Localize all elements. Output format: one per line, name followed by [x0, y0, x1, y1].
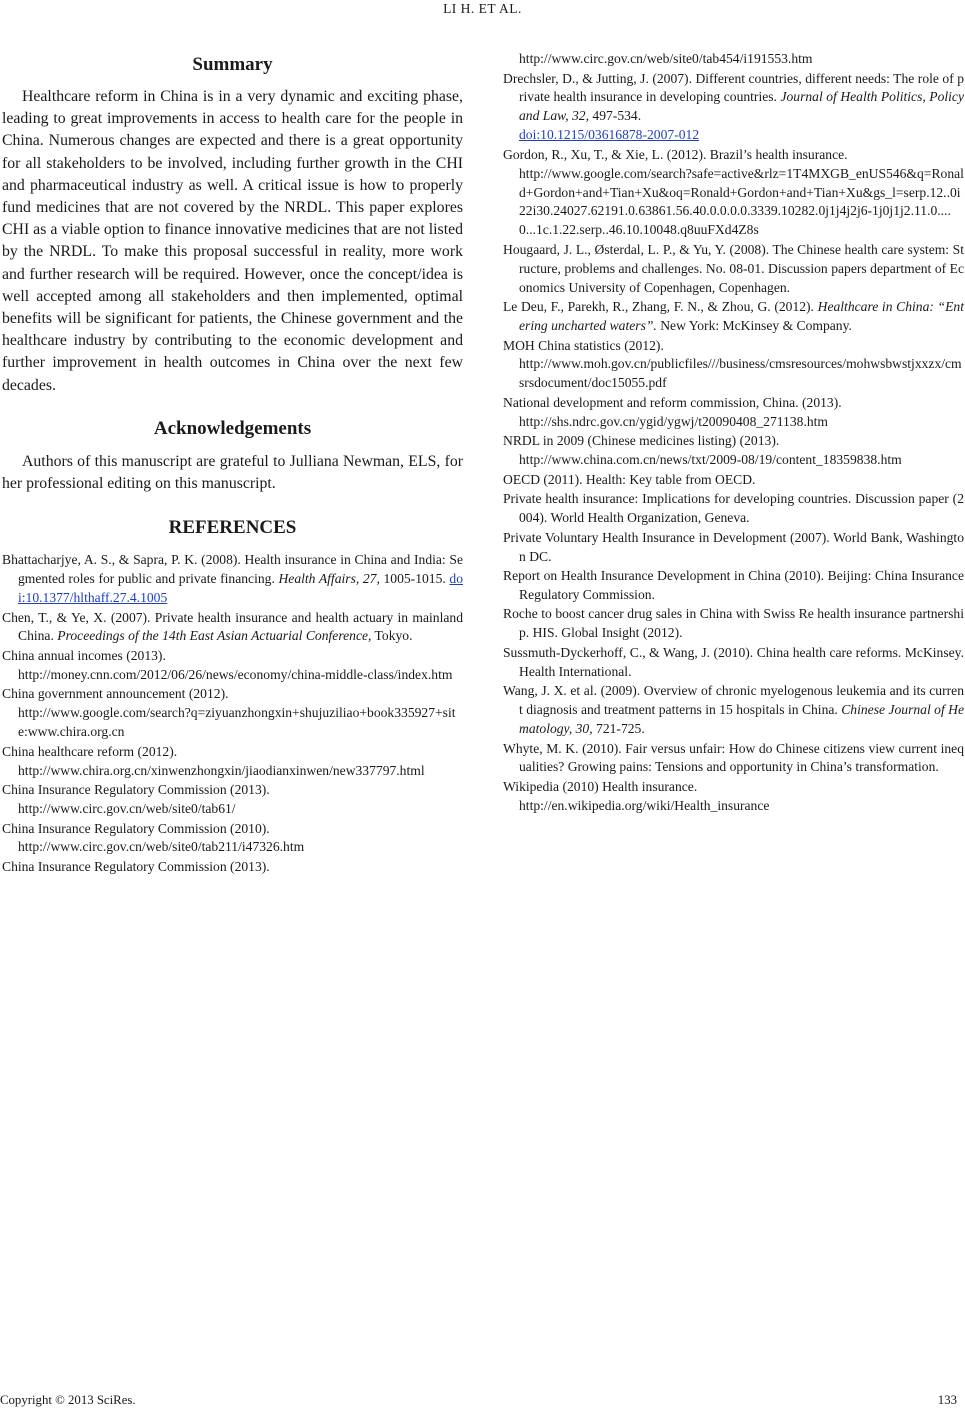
reference-item	[503, 740, 964, 778]
reference-item	[503, 146, 964, 241]
reference-journal: Healthcare in China: “Entering uncharted waters”.	[519, 299, 964, 334]
reference-text: Wang, J. X. et al. (2009). Overview of chronic myelogenous leukemia and its current diagnosis and treatment patterns in 15 hospitals in China.	[503, 683, 964, 718]
reference-item	[503, 70, 964, 146]
reference-text: China annual incomes (2013).	[2, 647, 166, 663]
reference-text: OECD (2011). Health: Key table from OECD.	[503, 471, 756, 487]
reference-item	[2, 743, 463, 781]
reference-pages: Tokyo.	[371, 628, 413, 644]
reference-text: Private health insurance: Implications for developing countries. Discussion paper (2004). World Health Organization, Geneva.	[503, 491, 964, 526]
reference-text: Report on Health Insurance Development in China (2010). Beijing: China Insurance Regulatory Commission.	[503, 568, 964, 602]
reference-item	[2, 647, 463, 685]
reference-journal: Chinese Journal of Hematology, 30,	[519, 702, 964, 737]
acknowledgements-heading: Acknowledgements	[153, 417, 312, 439]
reference-item	[503, 529, 964, 567]
reference-item	[503, 567, 964, 605]
summary-heading: Summary	[192, 54, 273, 75]
reference-url[interactable]: http://www.circ.gov.cn/web/site0/tab211/i47326.htm	[18, 839, 305, 855]
reference-text: China Insurance Regulatory Commission (2010).	[2, 820, 270, 836]
reference-item	[503, 337, 964, 394]
reference-item	[2, 781, 463, 819]
doi-link[interactable]: doi:10.1377/hlthaff.27.4.1005	[18, 571, 464, 606]
reference-text: Drechsler, D., & Jutting, J. (2007). Different countries, different needs: The role of private health insurance in developing countries.	[503, 70, 964, 105]
reference-item	[2, 609, 463, 647]
references-list-left	[2, 551, 463, 877]
reference-pages: 721-725.	[592, 721, 645, 737]
reference-item	[2, 858, 463, 877]
reference-text: Whyte, M. K. (2010). Fair versus unfair: How do Chinese citizens view current inequalities? Growing pains: Tensions and opportunity in China’s transformation.	[503, 740, 964, 775]
reference-item	[2, 820, 463, 858]
summary-paragraph: Healthcare reform in China is in a very dynamic and exciting phase, leading to great improvements in access to health care for the people in China. Numerous changes are expected and there is a great opportunity for all stakeholders to be involved, including further growth in the CHI and pharmaceutical industry as well. A critical issue is how to properly fund medicines that are not covered by the NRDL. This paper explores CHI as a viable option to finance innovative medicines that are not listed by the NRDL. To make this proposal successful in reality, more work and further research will be required. However, once the concept/idea is well accepted among all stakeholders and then implemented, optimal benefits will be significant for patients, the Chinese government and the healthcare industry by contributing to the economic development and further improvement in health outcomes in China over the next few decades.	[2, 88, 463, 394]
reference-text: National development and reform commission, China. (2013).	[503, 394, 842, 410]
reference-url[interactable]: http://www.google.com/search?q=ziyuanzhongxin+shujuziliao+book335927+site:www.chira.org.cn	[18, 705, 456, 740]
reference-text: China Insurance Regulatory Commission (2013).	[2, 858, 270, 874]
reference-text: Bhattacharjye, A. S., & Sapra, P. K. (2008). Health insurance in China and India: Segmented roles for public and private financing.	[2, 552, 463, 587]
reference-text: Gordon, R., Xu, T., & Xie, L. (2012). Brazil’s health insurance.	[503, 146, 848, 162]
reference-pages: 497-534.	[589, 108, 642, 124]
reference-url[interactable]: http://en.wikipedia.org/wiki/Health_insurance	[519, 797, 770, 813]
reference-text: MOH China statistics (2012).	[503, 337, 664, 353]
reference-text: Hougaard, J. L., Østerdal, L. P., & Yu, Y. (2008). The Chinese health care system: Structure, problems and challenges. No. 08-01. Discussion papers department of Economics University of Copenhagen, Copenhagen.	[503, 241, 964, 295]
reference-journal: Journal of Health Politics, Policy and Law, 32,	[519, 89, 964, 124]
copyright-notice: Copyright © 2013 SciRes.	[0, 1393, 136, 1407]
running-head: LI H. ET AL.	[443, 1, 522, 16]
reference-url[interactable]: http://www.circ.gov.cn/web/site0/tab61/	[18, 801, 236, 816]
reference-item	[503, 50, 964, 69]
reference-item	[503, 432, 964, 470]
doi-link[interactable]: doi:10.1215/03616878-2007-012	[519, 127, 700, 143]
references-heading: REFERENCES	[168, 517, 297, 539]
reference-url[interactable]: http://shs.ndrc.gov.cn/ygid/ygwj/t20090408_271138.htm	[519, 413, 828, 429]
reference-url[interactable]: http://www.circ.gov.cn/web/site0/tab454/i191553.htm	[519, 51, 813, 66]
reference-text: Sussmuth-Dyckerhoff, C., & Wang, J. (2010). China health care reforms. McKinsey. Health International.	[503, 644, 964, 679]
reference-text: China healthcare reform (2012).	[2, 743, 178, 759]
reference-journal: Health Affairs, 27,	[278, 571, 380, 587]
reference-item	[503, 241, 964, 298]
reference-text: Wikipedia (2010) Health insurance.	[503, 778, 698, 794]
reference-url[interactable]: http://www.chira.org.cn/xinwenzhongxin/jiaodianxinwen/new337797.html	[18, 762, 425, 778]
reference-item	[503, 778, 964, 816]
reference-pages: 1005-1015.	[379, 571, 450, 587]
reference-text: NRDL in 2009 (Chinese medicines listing) (2013).	[503, 433, 780, 449]
reference-url[interactable]: http://www.google.com/search?safe=active&rlz=1T4MXGB_enUS546&q=Ronald+Gordon+and+Tian+Xu&oq=Ronald+Gordon+and+Tian+Xu&gs_l=serp.12..0i22i30.24027.62191.0.63861.56.40.0.0.0.0.3339.10282.0j1j4j2j6-1j0j1j2.11.0....0...1c.1.22.serp..46.10.10048.q8uuFXd4Z8s	[519, 165, 964, 238]
reference-text: China government announcement (2012).	[2, 686, 229, 702]
reference-text: Private Voluntary Health Insurance in Development (2007). World Bank, Washington DC.	[503, 529, 964, 564]
reference-item	[503, 605, 964, 643]
reference-url[interactable]: http://money.cnn.com/2012/06/26/news/economy/china-middle-class/index.htm	[18, 666, 453, 682]
reference-item	[503, 682, 964, 739]
right-column	[503, 50, 964, 816]
left-column	[2, 50, 463, 877]
reference-text: Le Deu, F., Parekh, R., Zhang, F. N., & Zhou, G. (2012).	[503, 299, 818, 315]
reference-url[interactable]: http://www.china.com.cn/news/txt/2009-08/19/content_18359838.htm	[519, 452, 902, 468]
reference-text: China Insurance Regulatory Commission (2013).	[2, 782, 270, 798]
reference-item	[2, 551, 463, 608]
reference-item	[503, 471, 964, 490]
reference-text: Roche to boost cancer drug sales in China with Swiss Re health insurance partnership. HIS. Global Insight (2012).	[503, 606, 964, 641]
reference-item	[503, 394, 964, 432]
reference-pages: New York: McKinsey & Company.	[656, 318, 852, 334]
page-number: 133	[937, 1393, 957, 1407]
reference-text: Chen, T., & Ye, X. (2007). Private health insurance and health actuary in mainland China.	[2, 609, 463, 644]
reference-item	[2, 685, 463, 742]
reference-journal: Proceedings of the 14th East Asian Actuarial Conference,	[57, 628, 372, 644]
references-list-right	[503, 50, 964, 816]
acknowledgements-paragraph: Authors of this manuscript are grateful to Julliana Newman, ELS, for her professional editing on this manuscript.	[2, 452, 463, 493]
reference-item	[503, 490, 964, 528]
reference-item	[503, 298, 964, 336]
reference-item	[503, 644, 964, 682]
reference-url[interactable]: http://www.moh.gov.cn/publicfiles///business/cmsresources/mohwsbwstjxxzx/cmsrsdocument/doc15055.pdf	[519, 356, 962, 391]
